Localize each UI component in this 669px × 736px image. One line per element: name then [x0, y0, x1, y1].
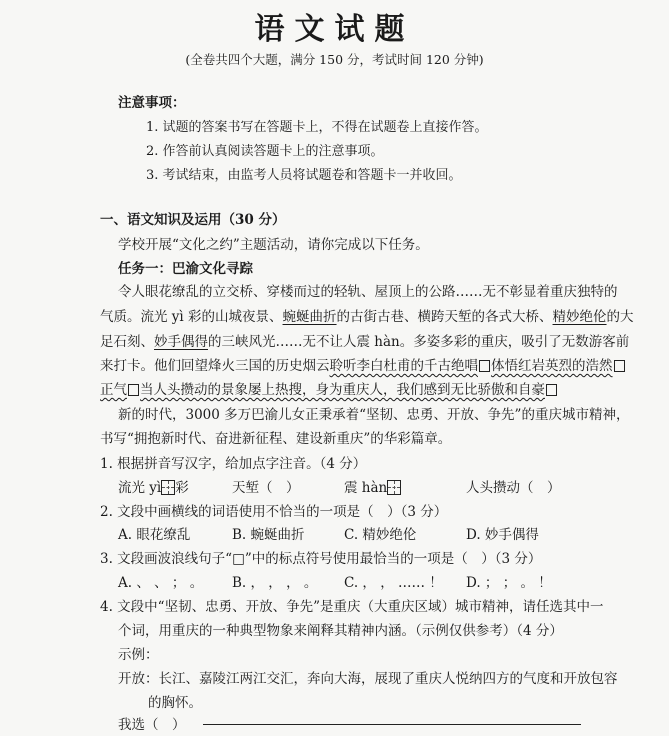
- passage-line: 新的时代，3000 多万巴渝儿女正秉承着“坚韧、忠勇、开放、争先”的重庆城市精神，: [118, 407, 630, 423]
- notice-item: 1. 试题的答案书写在答题卡上，不得在试题卷上直接作答。: [146, 120, 488, 135]
- q2-option: D. 妙手偶得: [466, 527, 539, 543]
- q2-option: B. 蜿蜒曲折: [232, 527, 305, 543]
- q3-option: D. ； ； 。 ！: [466, 575, 552, 591]
- underlined-term: 蜿蜒曲折: [282, 309, 337, 325]
- writing-grid-box: [387, 480, 401, 495]
- exam-title: 语文试题: [254, 12, 415, 47]
- notice-heading: 注意事项：: [118, 95, 186, 111]
- question-stem: 个词，用重庆的一种典型物象来阐释其精神内涵。（示例仅供参考）（4 分）: [118, 623, 563, 639]
- example-label: 示例：: [118, 647, 159, 663]
- exam-subtitle: (全卷共四个大题，满分 150 分，考试时间 120 分钟): [185, 52, 484, 67]
- task-title: 任务一：巴渝文化寻踪: [118, 261, 253, 277]
- question-stem: 4. 文段中“坚韧、忠勇、开放、争先”是重庆（大重庆区域）城市精神，请任选其中一: [100, 599, 604, 615]
- question-stem: 1. 根据拼音写汉字，给加点字注音。（4 分）: [100, 456, 367, 472]
- passage-line: 气质。流光 yì 彩的山城夜景、蜿蜒曲折的古街古巷、横跨天堑的各式大桥、精妙绝伦的大: [100, 309, 634, 325]
- q1-item: 流光 yì 彩: [118, 480, 189, 496]
- q1-item: 震 hàn: [344, 476, 401, 496]
- section-intro: 学校开展“文化之约”主题活动，请你完成以下任务。: [118, 237, 429, 253]
- question-stem: 2. 文段中画横线的词语使用不恰当的一项是（ ）（3 分）: [100, 504, 448, 520]
- punctuation-box: [614, 360, 625, 372]
- q1-item: 人头攒动（ ）: [466, 480, 561, 496]
- notice-item: 3. 考试结束，由监考人员将试题卷和答题卡一并收回。: [146, 168, 462, 183]
- underlined-term: 精妙绝伦: [552, 309, 607, 325]
- writing-grid-box: [161, 480, 175, 495]
- wavy-sentence: 聆听李白杜甫的千古绝唱: [329, 358, 478, 374]
- answer-line[interactable]: [203, 724, 581, 725]
- q2-option: A. 眼花缭乱: [118, 527, 191, 543]
- punctuation-box: [546, 384, 557, 396]
- section-heading: 一、语文知识及运用（30 分）: [100, 212, 286, 228]
- question-stem: 3. 文段画波浪线句子“□”中的标点符号使用最恰当的一项是（ ）（3 分）: [100, 551, 542, 567]
- q3-option: B. ， ， ， 。: [232, 575, 318, 591]
- passage-line: 足石刻、妙手偶得的三峡风光……无不让人震 hàn。多姿多彩的重庆，吸引了无数游客前: [100, 334, 630, 350]
- passage-line: 书写“拥抱新时代、奋进新征程、建设新重庆”的华彩篇章。: [100, 431, 452, 447]
- choose-label: 我选（ ）: [118, 717, 186, 733]
- q1-item: 天堑（ ）: [232, 480, 300, 496]
- punctuation-box: [128, 384, 139, 396]
- notice-item: 2. 作答前认真阅读答题卡上的注意事项。: [146, 144, 384, 159]
- example-text: 开放：长江、嘉陵江两江交汇，奔向大海，展现了重庆人悦纳四方的气度和开放包容: [118, 671, 618, 687]
- q3-option: A. 、 、 ； 。: [118, 575, 204, 591]
- passage-line: 正气 当人头攒动的景象屡上热搜，身为重庆人，我们感到无比骄傲和自豪: [100, 378, 558, 398]
- punctuation-box: [479, 360, 490, 372]
- passage-line: 令人眼花缭乱的立交桥、穿楼而过的轻轨、屋顶上的公路……无不彰显着重庆独特的: [118, 284, 618, 300]
- passage-line: 来打卡。他们回望烽火三国的历史烟云聆听李白杜甫的千古绝唱 体悟红岩英烈的浩然: [100, 354, 626, 374]
- q3-option: C. ， ， …… ！: [344, 575, 443, 591]
- example-text: 的胸怀。: [148, 695, 202, 711]
- q2-option: C. 精妙绝伦: [344, 527, 417, 543]
- underlined-term: 妙手偶得: [154, 334, 208, 350]
